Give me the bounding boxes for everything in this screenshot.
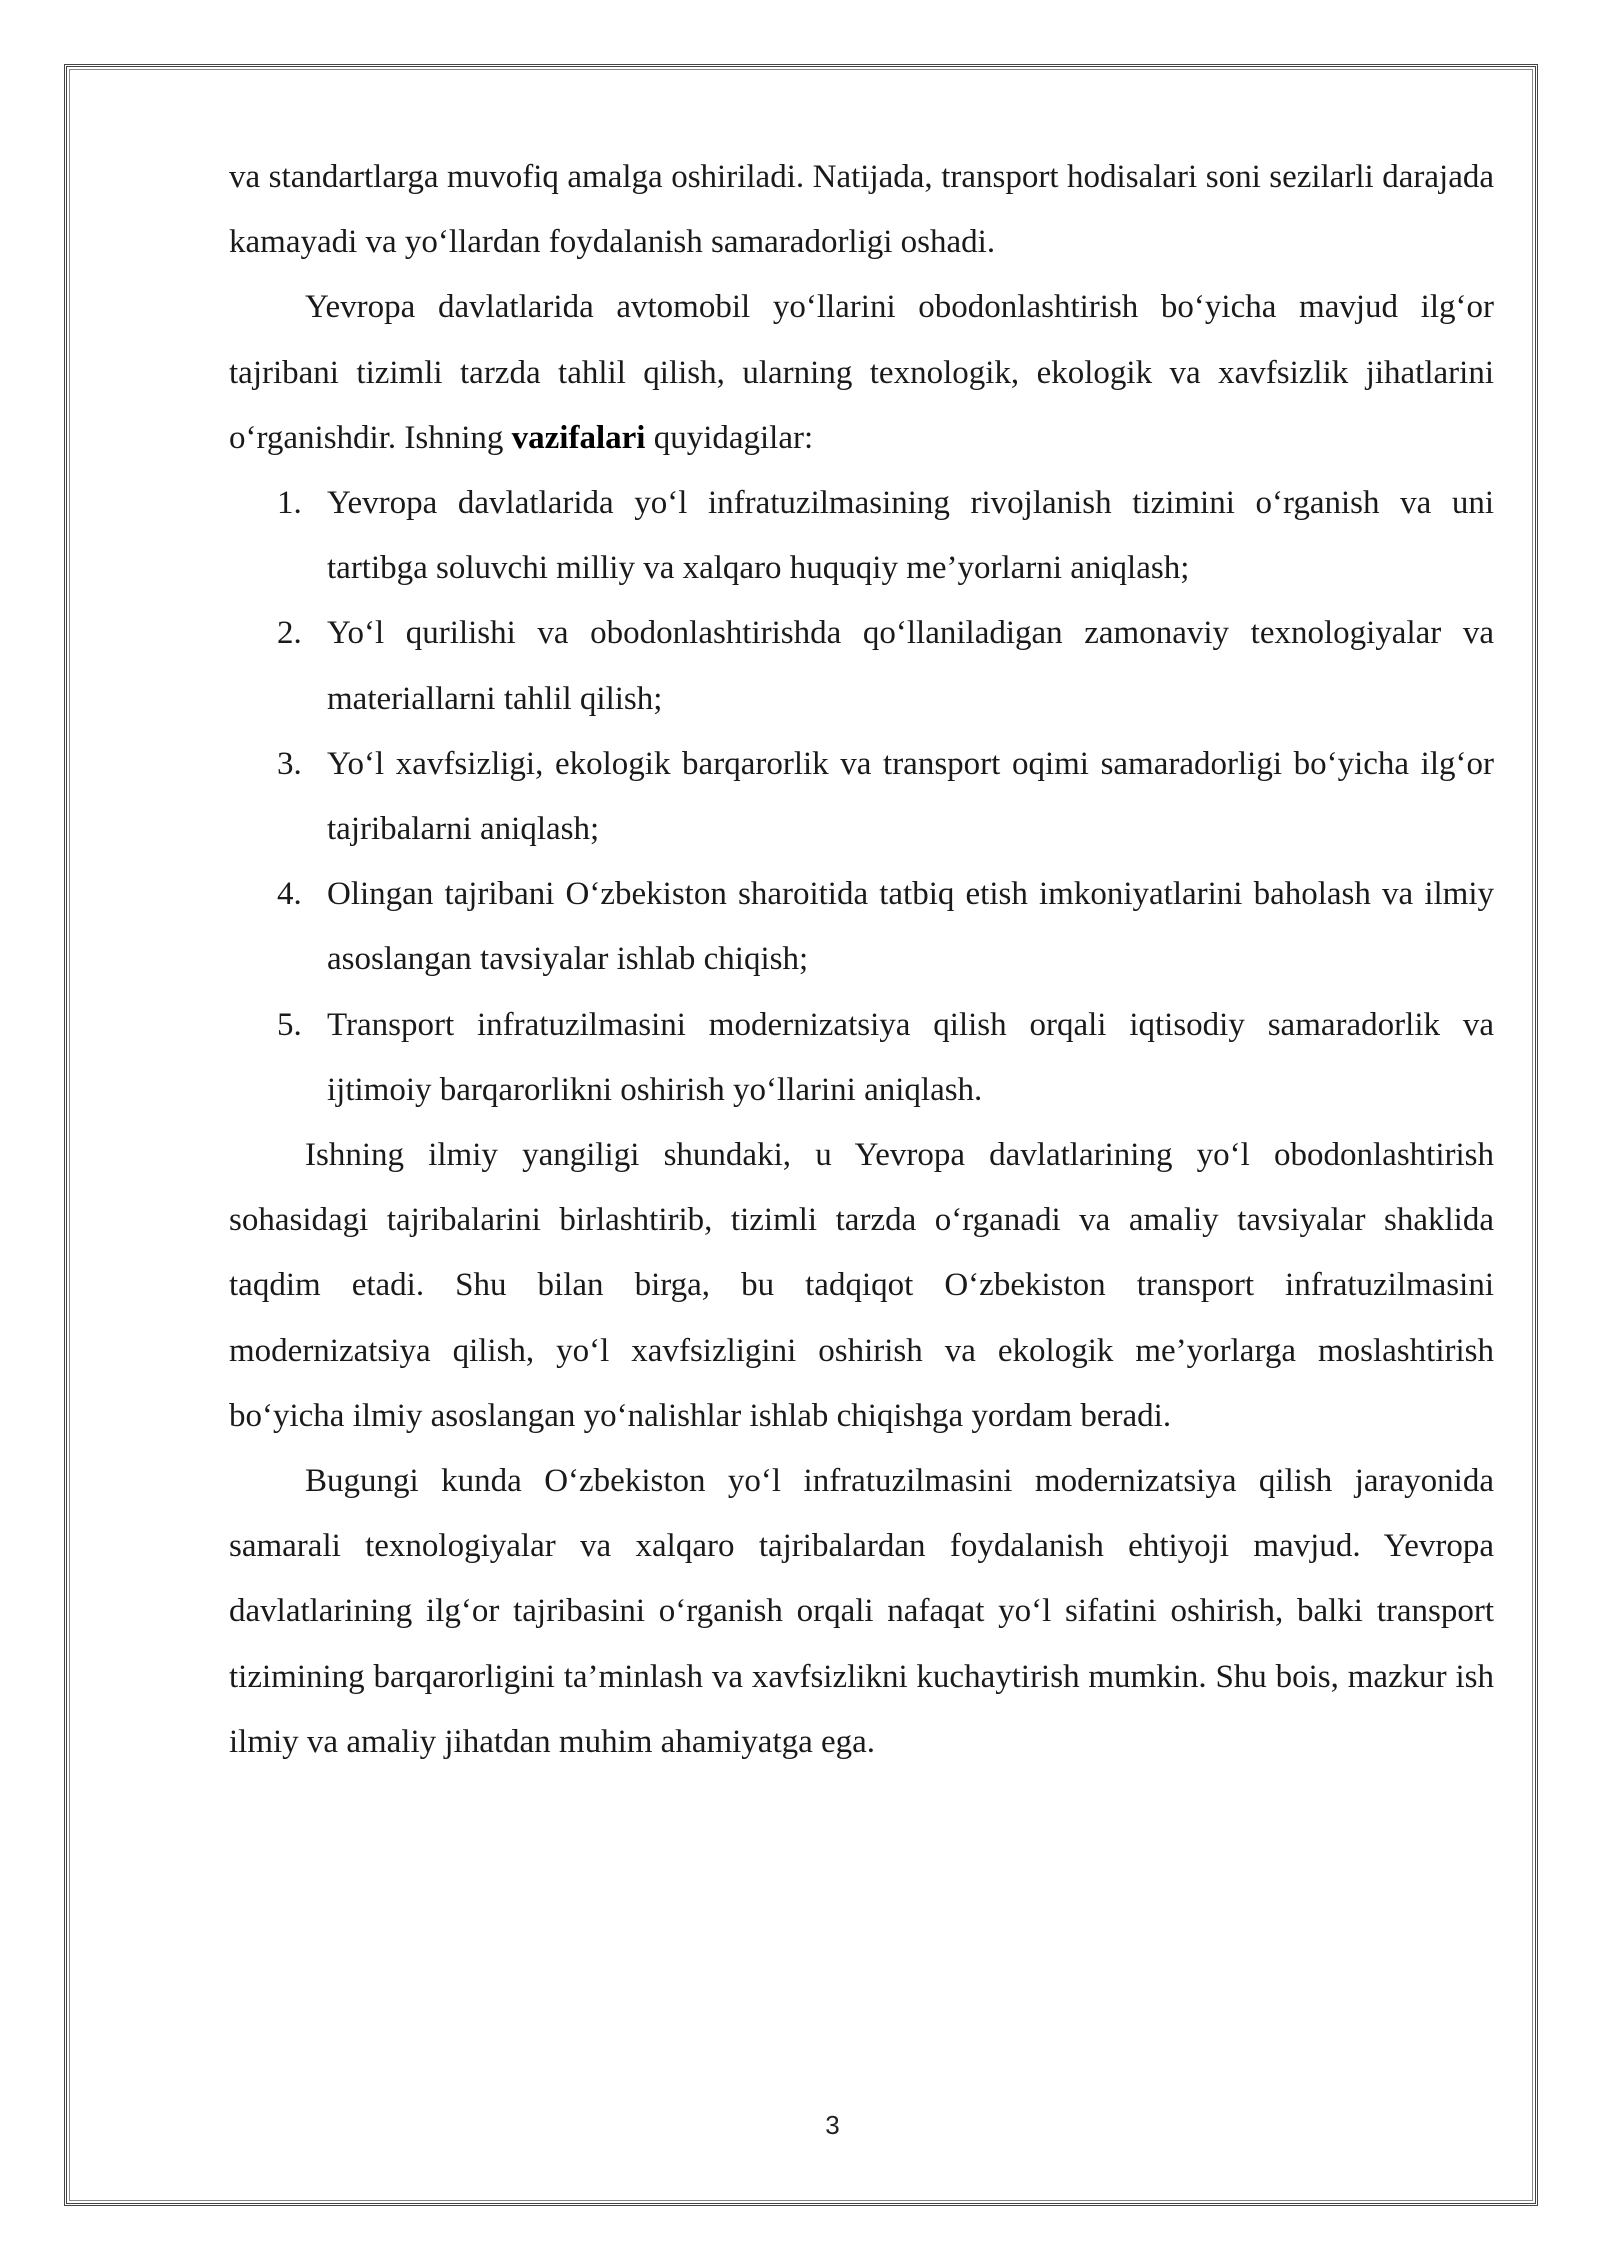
list-item [229,471,1494,601]
list-item [229,601,1494,731]
paragraph-goal-text: Yevropa davlatlarida avtomobil yo‘llarini obodonlashtirish bo‘yicha mavjud ilg‘or tajribani tizimli tarzda tahlil qilish, ularning texnologik, ekologik va xavfsizlik jihatlarini o‘rganishdir. Ishning [229,289,1494,456]
list-item-number: 2. [277,615,302,652]
paragraph-novelty: Ishning ilmiy yangiligi shundaki, u Yevropa davlatlarining yo‘l obodonlashtirish sohasidagi tajribalarini birlashtirib, tizimli tarzda o‘rganadi va amaliy tavsiyalar shaklida taqdim etadi. Shu bilan birga, bu tadqiqot O‘zbekiston transport infratuzilmasini modernizatsiya qilish, yo‘l xavfsizligini oshirish va ekologik me’yorlarga moslashtirish bo‘yicha ilmiy asoslangan yo‘nalishlar ishlab chiqishga yordam beradi. [229,1137,1494,1434]
list-item-text: Yo‘l qurilishi va obodonlashtirishda qo‘llaniladigan zamonaviy texnologiyalar va materiallarni tahlil qilish; [327,615,1494,717]
list-item-text: Transport infratuzilmasini modernizatsiya qilish orqali iqtisodiy samaradorlik va ijtimoiy barqarorlikni oshirish yo‘llarini aniqlash. [327,1006,1494,1108]
list-item [229,732,1494,862]
list-item [229,862,1494,992]
paragraph-continuation: va standartlarga muvofiq amalga oshiriladi. Natijada, transport hodisalari soni sezilarli darajada kamayadi va yo‘llardan foydalanish samaradorligi oshadi. [229,159,1494,261]
list-item-number: 3. [277,745,302,782]
page-number: 3 [825,2110,840,2140]
paragraph-relevance: Bugungi kunda O‘zbekiston yo‘l infratuzilmasini modernizatsiya qilish jarayonida samarali texnologiyalar va xalqaro tajribalardan foydalanish ehtiyoji mavjud. Yevropa davlatlarining ilg‘or tajribasini o‘rganish orqali nafaqat yo‘l sifatini oshirish, balki transport tizimining barqarorligini ta’minlash va xavfsizlikni kuchaytirish mumkin. Shu bois, mazkur ish ilmiy va amaliy jihatdan muhim ahamiyatga ega. [229,1463,1494,1760]
list-item-text: Yo‘l xavfsizligi, ekologik barqarorlik va transport oqimi samaradorligi bo‘yicha ilg‘or tajribalarni aniqlash; [327,745,1494,848]
paragraph-goal [229,275,1494,471]
list-item-number: 1. [277,485,302,522]
list-item-number: 4. [277,876,302,913]
tasks-list [229,471,1494,1123]
paragraph-goal-tail: quyidagilar: [645,419,814,456]
list-item-number: 5. [277,1006,302,1043]
list-item [229,993,1494,1123]
list-item-text: Yevropa davlatlarida yo‘l infratuzilmasining rivojlanish tizimini o‘rganish va uni tartibga soluvchi milliy va xalqaro huquqiy me’yorlarni aniqlash; [327,485,1494,587]
bold-term-vazifalari: vazifalari [511,419,646,456]
document-body [229,145,1494,1775]
list-item-text: Olingan tajribani O‘zbekiston sharoitida tatbiq etish imkoniyatlarini baholash va ilmiy asoslangan tavsiyalar ishlab chiqish; [327,876,1494,978]
